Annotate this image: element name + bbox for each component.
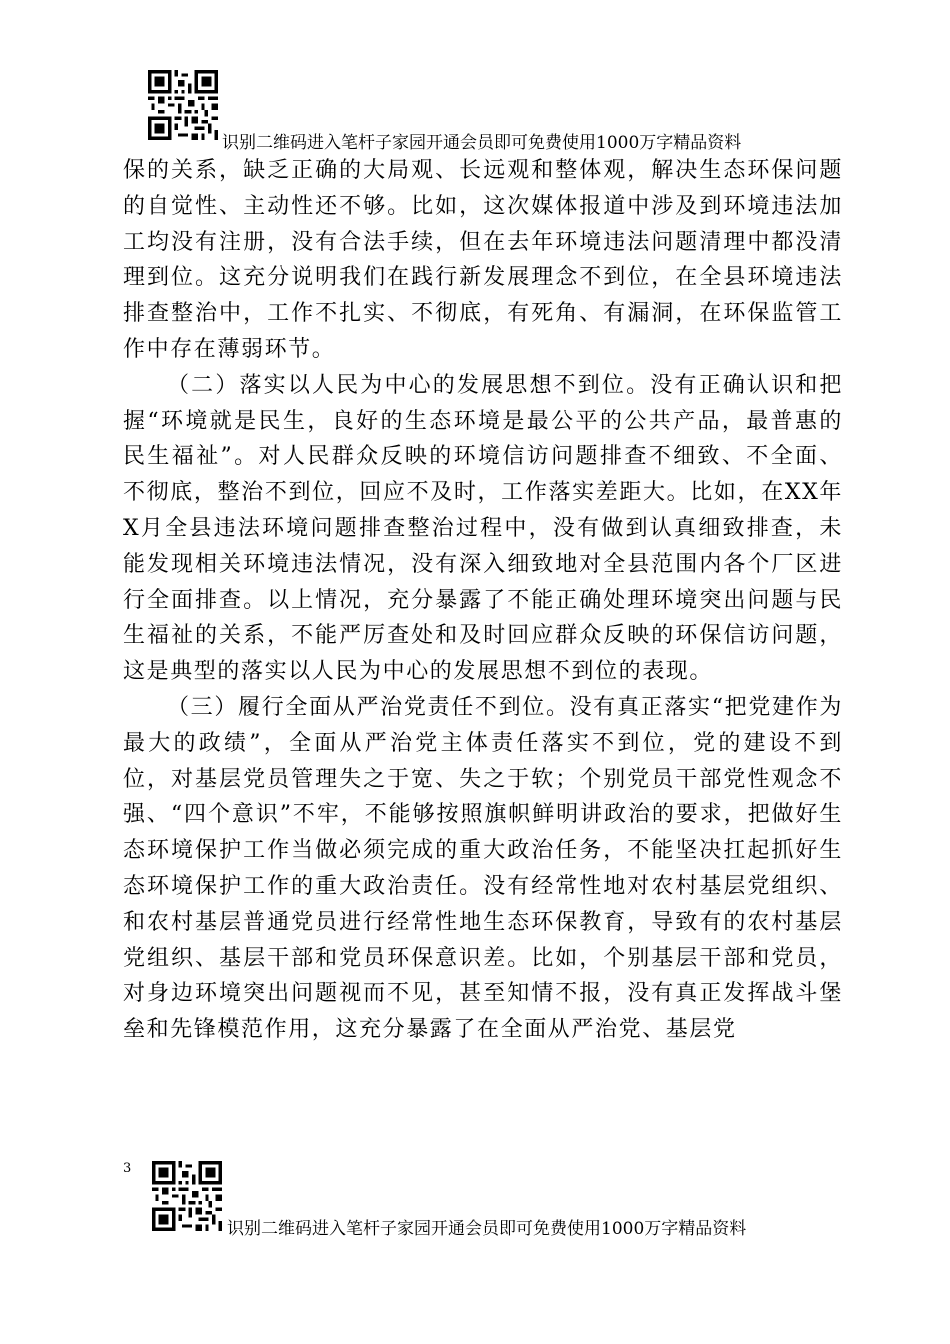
qr-code-icon [148, 70, 218, 140]
header-caption: 识别二维码进入笔杆子家园开通会员即可免费使用1000万字精品资料 [222, 133, 742, 153]
page-number: 3 [123, 1161, 132, 1176]
body-paragraph: 保的关系，缺乏正确的大局观、长远观和整体观，解决生态环保问题的自觉性、主动性还不够。比如，这次媒体报道中涉及到环境违法加工均没有注册，没有合法手续，但在去年环境违法问题清理中都没清理到位。这充分说明我们在践行新发展理念不到位，在全县环境违法排查整治中，工作不扎实、不彻底，有死角、有漏洞，在环保监管工作中存在薄弱环节。 [123, 158, 843, 362]
body-paragraph: （二）落实以人民为中心的发展思想不到位。没有正确认识和把握“环境就是民生，良好的生态环境是最公平的公共产品，最普惠的民生福祉”。对人民群众反映的环境信访问题排查不细致、不全面、不彻底，整治不到位，回应不及时，工作落实差距大。比如，在XX年X月全县违法环境问题排查整治过程中，没有做到认真细致排查，未能发现相关环境违法情况，没有深入细致地对全县范围内各个厂区进行全面排查。以上情况，充分暴露了不能正确处理环境突出问题与民生福祉的关系，不能严厉查处和及时回应群众反映的环保信访问题，这是典型的落实以人民为中心的发展思想不到位的表现。 [123, 372, 843, 685]
document-body [123, 153, 843, 1048]
qr-code-graphic [148, 70, 218, 140]
body-paragraph: （三）履行全面从严治党责任不到位。没有真正落实“把党建作为最大的政绩”，全面从严治党主体责任落实不到位，党的建设不到位，对基层党员管理失之于宽、失之于软；个别党员干部党性观念不强、“四个意识”不牢，不能够按照旗帜鲜明讲政治的要求，把做好生态环境保护工作当做必须完成的重大政治任务，不能坚决扛起抓好生态环境保护工作的重大政治责任。没有经常性地对农村基层党组织、和农村基层普通党员进行经常性地生态环保教育，导致有的农村基层党组织、基层干部和党员环保意识差。比如，个别基层干部和党员，对身边环境突出问题视而不见，甚至知情不报，没有真正发挥战斗堡垒和先锋模范作用，这充分暴露了在全面从严治党、基层党 [123, 694, 843, 1043]
footer-caption-block [123, 1216, 823, 1242]
footer-caption: 识别二维码进入笔杆子家园开通会员即可免费使用1000万字精品资料 [227, 1219, 747, 1239]
